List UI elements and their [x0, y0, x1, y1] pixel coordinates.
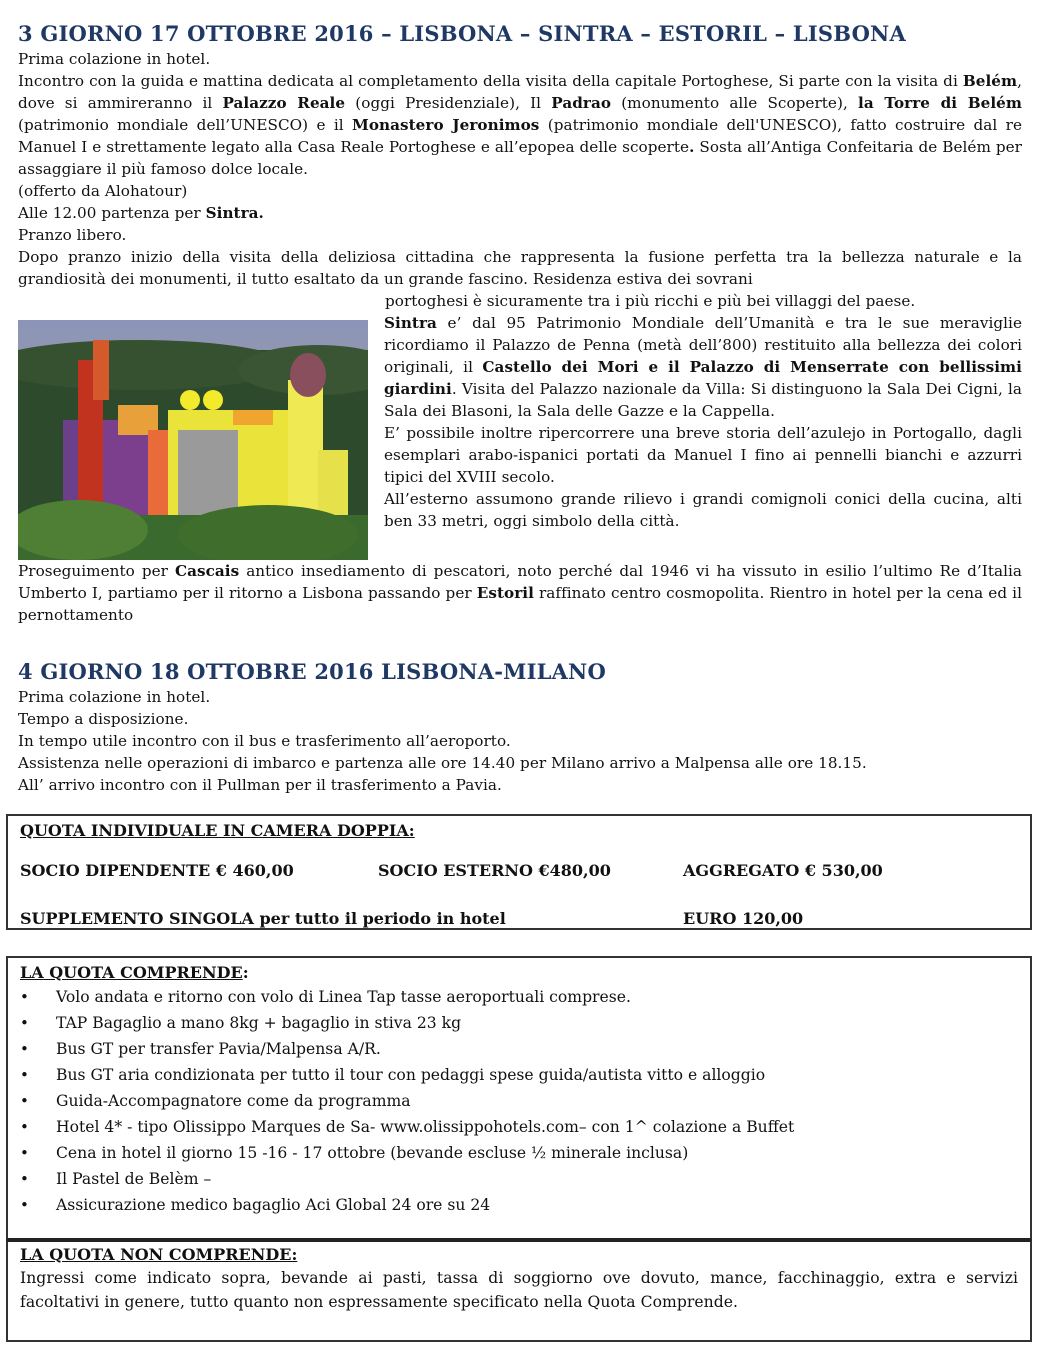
- text: (oggi Presidenziale), Il: [345, 94, 552, 112]
- cascais-paragraph: [18, 560, 1022, 626]
- day3-breakfast: Prima colazione in hotel.: [18, 50, 211, 68]
- included-box: [6, 956, 1032, 1240]
- bold-belem: Belém: [962, 72, 1018, 90]
- list-item-text: Hotel 4* - tipo Olissippo Marques de Sa- www.olissippohotels.com– con 1^ colazione a Buffet: [56, 1118, 795, 1136]
- not-included-text: Ingressi come indicato sopra, bevande ai pasti, tassa di soggiorno ove dovuto, mance, facchinaggio, extra e servizi facoltativi in genere, tutto quanto non espressamente specificato nella Quota Comprende.: [20, 1269, 1018, 1311]
- bold-sintra: Sintra.: [205, 204, 264, 222]
- list-item: [20, 1192, 1018, 1218]
- kitchen-paragraph: All’esterno assumono grande rilievo i grandi comignoli conici della cucina, alti ben 33 metri, oggi simbolo della città.: [384, 490, 1022, 530]
- text: , dove si ammireranno il: [18, 72, 1022, 112]
- day4-heading: 4 GIORNO 18 OTTOBRE 2016 LISBONA-MILANO: [18, 659, 606, 684]
- bullet-icon: •: [20, 1170, 29, 1188]
- bold-padrao: Padrao: [551, 94, 612, 112]
- bold-period: .: [689, 138, 695, 156]
- text: raffinato centro cosmopolita. Rientro in hotel per la cena ed il pernottamento: [18, 584, 1022, 624]
- list-item-text: Il Pastel de Belèm –: [56, 1170, 212, 1188]
- text: e’ dal 95 Patrimonio Mondiale dell’Umanità e tra le sue meraviglie ricordiamo il Palazzo de Penna (metà dell’800) restituito alla bellezza dei colori originali, il: [384, 314, 1022, 376]
- price-socio-esterno: SOCIO ESTERNO €480,00: [378, 861, 611, 880]
- price-box-title: QUOTA INDIVIDUALE IN CAMERA DOPPIA:: [20, 821, 415, 840]
- text: antico insediamento di pescatori, noto perché dal 1946 vi ha vissuto in esilio l’ultimo Re d’Italia Umberto I, partiamo per il ritorno a Lisbona passando per: [18, 562, 1022, 602]
- list-item: [20, 1036, 1018, 1062]
- day4-line: Assistenza nelle operazioni di imbarco e partenza alle ore 14.40 per Milano arrivo a Malpensa alle ore 18.15.: [18, 754, 867, 772]
- bullet-icon: •: [20, 1196, 29, 1214]
- list-item-text: Bus GT aria condizionata per tutto il tour con pedaggi spese guida/autista vitto e alloggio: [56, 1066, 766, 1084]
- list-item: [20, 1114, 1018, 1140]
- afternoon-paragraph-cont: portoghesi è sicuramente tra i più ricchi e più bei villaggi del paese.: [385, 292, 916, 310]
- bullet-icon: •: [20, 1118, 29, 1136]
- bullet-icon: •: [20, 988, 29, 1006]
- lunch-note: Pranzo libero.: [18, 226, 127, 244]
- bullet-icon: •: [20, 1144, 29, 1162]
- text: . Visita del Palazzo nazionale da Villa: Si distinguono la Sala Dei Cigni, la Sala dei Blasoni, la Sala delle Gazze e la Cappella.: [384, 380, 1022, 420]
- day4-line: In tempo utile incontro con il bus e trasferimento all’aeroporto.: [18, 732, 511, 750]
- document-page: [18, 20, 1022, 796]
- list-item: [20, 1140, 1018, 1166]
- list-item-text: Assicurazione medico bagaglio Aci Global 24 ore su 24: [56, 1196, 491, 1214]
- bold-palazzo-reale: Palazzo Reale: [222, 94, 346, 112]
- sintra-palace-image: [18, 320, 368, 560]
- sintra-palace-illustration: [18, 320, 368, 560]
- bullet-icon: •: [20, 1014, 29, 1032]
- day4-line: Tempo a disposizione.: [18, 710, 189, 728]
- text: Sosta all’Antiga Confeitaria de Belém per assaggiare il più famoso dolce locale.: [18, 138, 1022, 178]
- text: Proseguimento per: [18, 562, 175, 580]
- bold-castello: Castello dei Mori e il Palazzo di Menserrate con bellissimi giardini: [384, 358, 1023, 398]
- day4-line: All’ arrivo incontro con il Pullman per il trasferimento a Pavia.: [18, 776, 502, 794]
- departure-sintra: [18, 202, 1022, 224]
- bold-sintra: Sintra: [384, 314, 437, 332]
- not-included-box: [6, 1240, 1032, 1342]
- text: (monumento alle Scoperte),: [611, 94, 859, 112]
- list-item: [20, 1166, 1018, 1192]
- list-item-text: Volo andata e ritorno con volo di Linea Tap tasse aeroportuali comprese.: [56, 988, 631, 1006]
- day3-morning-paragraph: [18, 70, 1022, 180]
- list-item: [20, 984, 1018, 1010]
- text: (patrimonio mondiale dell’UNESCO) e il: [18, 116, 352, 134]
- bold-estoril: Estoril: [476, 584, 534, 602]
- price-row: [20, 860, 1018, 882]
- list-item: [20, 1010, 1018, 1036]
- supplement-value: EURO 120,00: [683, 909, 804, 928]
- bold-monastero: Monastero Jeronimos: [351, 116, 540, 134]
- list-item-text: Cena in hotel il giorno 15 -16 - 17 ottobre (bevande escluse ½ minerale inclusa): [56, 1144, 689, 1162]
- text: Alle 12.00 partenza per: [18, 204, 206, 222]
- bold-torre-belem: la Torre di Belém: [858, 94, 1022, 112]
- list-item-text: TAP Bagaglio a mano 8kg + bagaglio in stiva 23 kg: [56, 1014, 462, 1032]
- not-included-title: LA QUOTA NON COMPRENDE:: [20, 1245, 298, 1264]
- text: (patrimonio mondiale dell'UNESCO), fatto costruire dal re Manuel I e strettamente legato alla Casa Reale Portoghese e all’epopea delle scoperte: [18, 116, 1022, 156]
- list-item: [20, 1088, 1018, 1114]
- day3-heading: 3 GIORNO 17 OTTOBRE 2016 – LISBONA – SINTRA – ESTORIL – LISBONA: [18, 21, 906, 46]
- bold-cascais: Cascais: [174, 562, 240, 580]
- included-title: [20, 962, 1018, 984]
- bullet-icon: •: [20, 1092, 29, 1110]
- text: Incontro con la guida e mattina dedicata al completamento della visita della capitale Portoghese, Si parte con la visita di: [18, 72, 963, 90]
- offered-note: (offerto da Alohatour): [18, 182, 188, 200]
- colon: :: [242, 963, 249, 982]
- supplement-row: [20, 908, 1018, 930]
- included-list: [20, 984, 1018, 1218]
- day4-line: Prima colazione in hotel.: [18, 688, 211, 706]
- supplement-label: SUPPLEMENTO SINGOLA per tutto il periodo in hotel: [20, 909, 506, 928]
- included-title-text: LA QUOTA COMPRENDE: [20, 963, 243, 982]
- list-item: [20, 1062, 1018, 1088]
- afternoon-paragraph: Dopo pranzo inizio della visita della deliziosa cittadina che rappresenta la fusione perfetta tra la bellezza naturale e la grandiosità dei monumenti, il tutto esaltato da un grande fascino. Residenza estiva dei sovrani: [18, 248, 1022, 288]
- bullet-icon: •: [20, 1066, 29, 1084]
- list-item-text: Guida-Accompagnatore come da programma: [56, 1092, 411, 1110]
- bullet-icon: •: [20, 1040, 29, 1058]
- price-socio-dipendente: SOCIO DIPENDENTE € 460,00: [20, 861, 294, 880]
- azulejo-paragraph: E’ possibile inoltre ripercorrere una breve storia dell’azulejo in Portogallo, dagli esemplari arabo-ispanici portati da Manuel I fino ai pennelli bianchi e azzurri tipici del XVIII secolo.: [384, 424, 1022, 486]
- price-box: [6, 814, 1032, 930]
- price-aggregato: AGGREGATO € 530,00: [683, 861, 883, 880]
- list-item-text: Bus GT per transfer Pavia/Malpensa A/R.: [56, 1040, 381, 1058]
